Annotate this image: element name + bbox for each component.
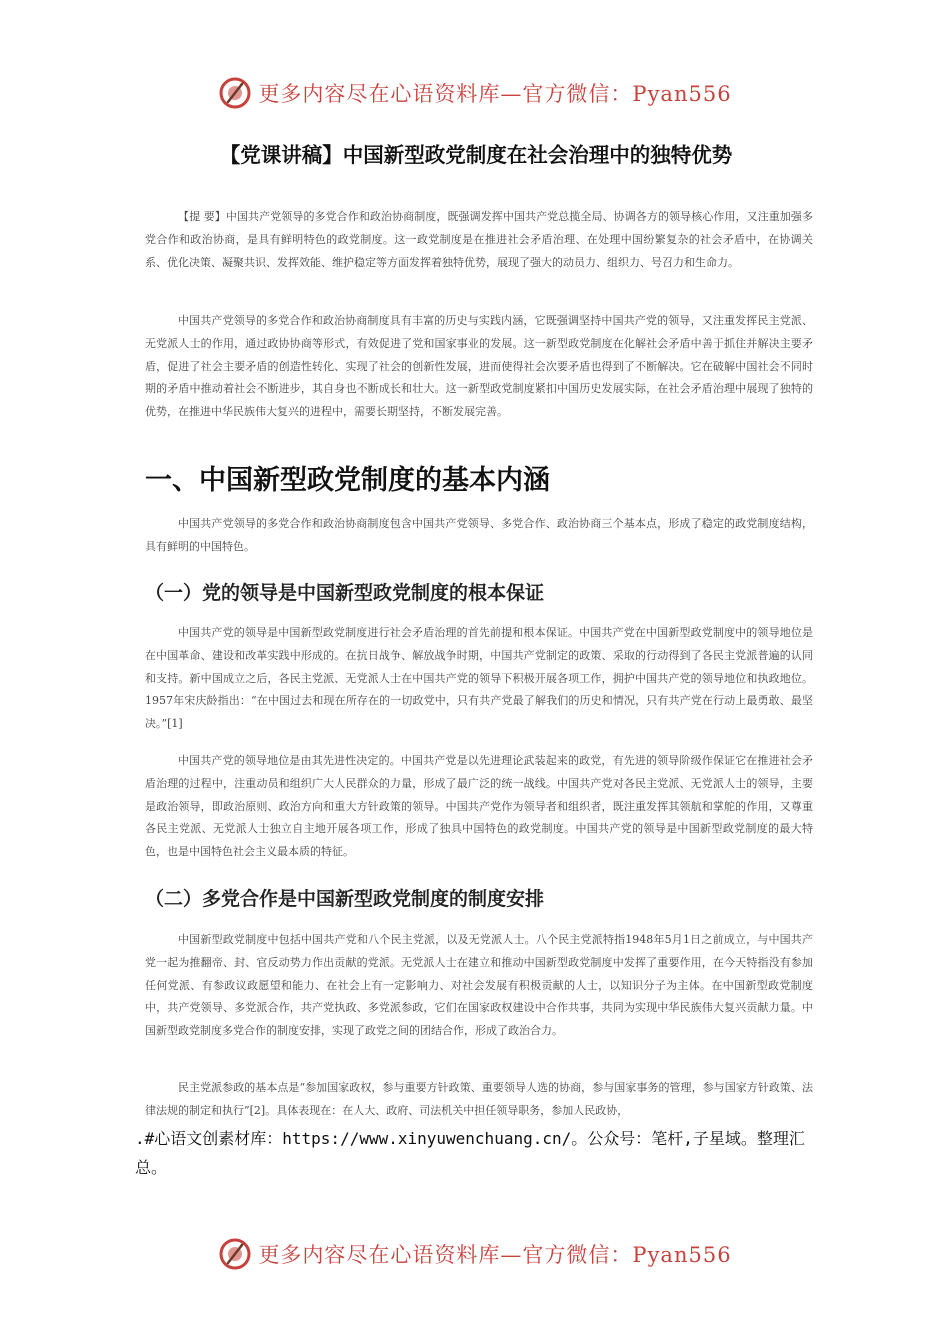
section-1-lead-paragraph: 中国共产党领导的多党合作和政治协商制度包含中国共产党领导、多党合作、政治协商三个基本点，形成了稳定的政党制度结构，具有鲜明的中国特色。 (145, 517, 813, 553)
subsection-1-paragraph-1: 中国共产党的领导是中国新型政党制度进行社会矛盾治理的首先前提和根本保证。中国共产党在中国新型政党制度中的领导地位是在中国革命、建设和改革实践中形成的。在抗日战争、解放战争时期，中国共产党制定的政策、采取的行动得到了各民主党派普遍的认同和支持。新中国成立之后，各民主党派、无党派人士在中国共产党的领导下积极开展各项工作，拥护中国共产党的领导地位和执政地位。1957年宋庆龄指出：“在中国过去和现在所存在的一切政党中，只有共产党最了解我们的历史和情况，只有共产党在行动上最勇敢、最坚决。”[1] (145, 626, 813, 731)
banner-text: 更多内容尽在心语资料库—官方微信：Pyan556 (258, 1243, 732, 1267)
document-title: 【党课讲稿】中国新型政党制度在社会治理中的独特优势 (219, 143, 733, 167)
abstract-paragraph: 【提 要】中国共产党领导的多党合作和政治协商制度，既强调发挥中国共产党总揽全局、协调各方的领导核心作用，又注重加强多党合作和政治协商，是具有鲜明特色的政党制度。这一政党制度是在推进社会矛盾治理、在处理中国纷繁复杂的社会矛盾中，在协调关系、优化决策、凝聚共识、发挥效能、维护稳定等方面发挥着独特优势，展现了强大的动员力、组织力、号召力和生命力。 (145, 210, 813, 269)
brand-logo-icon (218, 76, 252, 110)
footer-banner (0, 1231, 950, 1277)
subsection-1-paragraph-2: 中国共产党的领导地位是由其先进性决定的。中国共产党是以先进理论武装起来的政党，有先进的领导阶级作保证它在推进社会矛盾治理的过程中，注重动员和组织广大人民群众的力量，形成了最广泛的统一战线。中国共产党对各民主党派、无党派人士的领导，主要是政治领导，即政治原则、政治方向和重大方针政策的领导。中国共产党作为领导者和组织者，既注重发挥其领航和掌舵的作用，又尊重各民主党派、无党派人士独立自主地开展各项工作，形成了独具中国特色的政党制度。中国共产党的领导是中国新型政党制度的最大特色，也是中国特色社会主义最本质的特征。 (145, 754, 813, 859)
subsection-2-paragraph-1: 中国新型政党制度中包括中国共产党和八个民主党派，以及无党派人士。八个民主党派特指1948年5月1日之前成立，与中国共产党一起为推翻帝、封、官反动势力作出贡献的党派。无党派人士在建立和推动中国新型政党制度中发挥了重要作用，在今天特指没有参加任何党派、有参政议政愿望和能力、在社会上有一定影响力、对社会发展有积极贡献的人士，以知识分子为主体。在中国新型政党制度中，共产党领导、多党派合作，共产党执政、多党派参政，它们在国家政权建设中合作共事，共同为实现中华民族伟大复兴贡献力量。中国新型政党制度多党合作的制度安排，实现了政党之间的团结合作，形成了政治合力。 (145, 933, 813, 1038)
subsection-2-heading: （二）多党合作是中国新型政党制度的制度安排 (145, 888, 545, 910)
section-1-heading: 一、中国新型政党制度的基本内涵 (145, 465, 550, 496)
subsection-1-heading: （一）党的领导是中国新型政党制度的根本保证 (145, 582, 545, 604)
intro-paragraph: 中国共产党领导的多党合作和政治协商制度具有丰富的历史与实践内涵，它既强调坚持中国共产党的领导，又注重发挥民主党派、无党派人士的作用，通过政协协商等形式，有效促进了党和国家事业的发展。这一新型政党制度在化解社会矛盾中善于抓住并解决主要矛盾，促进了社会主要矛盾的创造性转化、实现了社会的创新性发展，进而使得社会次要矛盾也得到了不断解决。它在破解中国社会不同时期的矛盾中推动着社会不断进步，其自身也不断成长和壮大。这一新型政党制度紧扣中国历史发展实际，在社会矛盾治理中展现了独特的优势，在推进中华民族伟大复兴的进程中，需要长期坚持，不断发展完善。 (145, 314, 813, 419)
header-banner (0, 70, 950, 116)
brand-logo-icon (218, 1237, 252, 1271)
source-note: .#心语文创素材库：https://www.xinyuwenchuang.cn/。公众号：笔杆,子星域。整理汇总。 (135, 1129, 805, 1177)
banner-text: 更多内容尽在心语资料库—官方微信：Pyan556 (258, 82, 732, 106)
subsection-2-paragraph-2: 民主党派参政的基本点是“参加国家政权，参与重要方针政策、重要领导人选的协商，参与国家事务的管理，参与国家方针政策、法律法规的制定和执行”[2]。具体表现在：在人大、政府、司法机关中担任领导职务，参加人民政协， (145, 1081, 813, 1117)
